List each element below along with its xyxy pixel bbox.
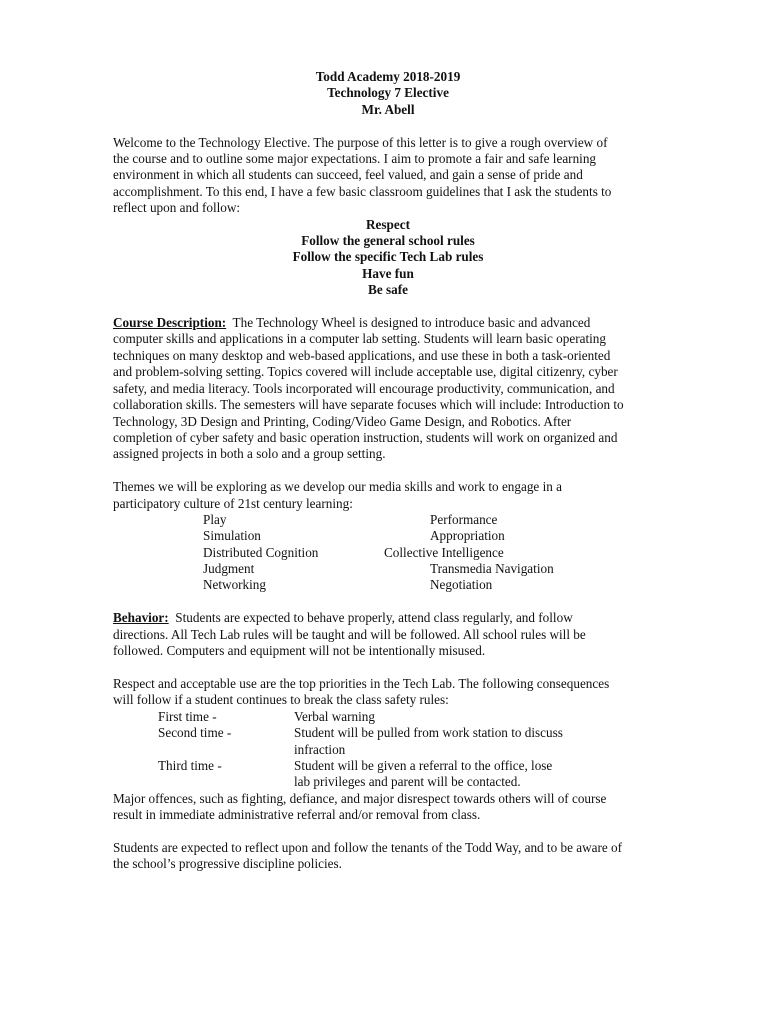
themes-table — [113, 512, 663, 594]
themes-row — [113, 577, 663, 593]
guideline-item: Have fun — [362, 265, 414, 281]
consequence-when: First time - — [158, 708, 217, 724]
course-title: Technology 7 Elective — [327, 85, 449, 101]
text-line: computer skills and applications in a computer lab setting. Students will learn basic operating — [113, 331, 606, 347]
text-line: Themes we will be exploring as we develop our media skills and work to engage in a — [113, 479, 562, 495]
text-line: the course and to outline some major expectations. I aim to promote a fair and safe learning — [113, 151, 597, 167]
consequence-when: Second time - — [158, 725, 232, 741]
course-description-heading: Course Description: — [113, 315, 227, 331]
text-line: infraction — [294, 741, 346, 757]
consequence-action — [294, 725, 594, 758]
consequence-row — [113, 725, 663, 758]
themes-section — [113, 479, 663, 594]
text-line: safety, and media literacy. Tools incorporated will encourage productivity, communication, and — [113, 380, 615, 396]
school-year-title: Todd Academy 2018-2019 — [315, 69, 461, 84]
guidelines-list — [113, 217, 663, 299]
text-line: result in immediate administrative referral and/or removal from class. — [113, 807, 481, 823]
text-line: environment in which all students can succeed, feel valued, and gain a sense of pride and — [113, 167, 583, 183]
text-line: followed. Computers and equipment will not be intentionally misused. — [113, 643, 486, 659]
text-line — [113, 315, 663, 331]
theme-item: Negotiation — [430, 577, 493, 593]
text-line: Major offences, such as fighting, defiance, and major disrespect towards others will of course — [113, 790, 607, 806]
theme-item: Simulation — [203, 528, 261, 544]
text-line: reflect upon and follow: — [113, 200, 241, 216]
text-line: techniques on many desktop and web-based applications, and use these in both a task-oriented — [113, 347, 611, 363]
text-line: directions. All Tech Lab rules will be taught and will be followed. All school rules will be — [113, 626, 586, 642]
behavior-first-line: Students are expected to behave properly, attend class regularly, and follow — [168, 610, 573, 626]
theme-item: Judgment — [203, 561, 255, 577]
consequences-section — [113, 676, 663, 824]
guideline-item: Follow the general school rules — [301, 233, 475, 249]
theme-item: Performance — [430, 511, 498, 527]
guideline-item: Be safe — [368, 282, 408, 298]
theme-item: Networking — [203, 577, 266, 593]
themes-row — [113, 561, 663, 577]
text-line: Respect and acceptable use are the top priorities in the Tech Lab. The following consequences — [113, 675, 610, 691]
text-line: the school’s progressive discipline policies. — [113, 856, 342, 872]
consequence-action — [294, 758, 594, 791]
text-line — [113, 610, 663, 626]
themes-row — [113, 545, 663, 561]
teacher-name: Mr. Abell — [361, 101, 415, 117]
course-description-section — [113, 315, 663, 463]
consequence-row — [113, 709, 663, 725]
text-line: Students are expected to reflect upon and follow the tenants of the Todd Way, and to be aware of — [113, 839, 622, 855]
text-line: participatory culture of 21st century learning: — [113, 495, 353, 511]
consequence-when: Third time - — [158, 757, 222, 773]
text-line: and problem-solving setting. Topics covered will include acceptable use, digital citizenry, cyber — [113, 364, 618, 380]
text-line: accomplishment. To this end, I have a few basic classroom guidelines that I ask the students to — [113, 183, 612, 199]
text-line: Welcome to the Technology Elective. The purpose of this letter is to give a rough overview of — [113, 134, 608, 150]
text-line: will follow if a student continues to break the class safety rules: — [113, 692, 449, 708]
theme-item: Transmedia Navigation — [430, 561, 554, 577]
consequence-row — [113, 758, 663, 791]
theme-item: Play — [203, 511, 227, 527]
theme-item: Collective Intelligence — [384, 544, 504, 560]
closing-paragraph — [113, 840, 663, 873]
welcome-paragraph — [113, 135, 663, 217]
behavior-heading: Behavior: — [113, 610, 169, 626]
theme-item: Appropriation — [430, 528, 505, 544]
letter-body — [113, 69, 663, 873]
behavior-section — [113, 610, 663, 659]
consequences-table — [113, 709, 663, 791]
text-line: Verbal warning — [294, 708, 375, 724]
guideline-item: Respect — [366, 216, 410, 232]
theme-item: Distributed Cognition — [203, 544, 319, 560]
text-line: Student will be pulled from work station to discuss — [294, 725, 563, 741]
course-description-first-line: The Technology Wheel is designed to introduce basic and advanced — [226, 315, 591, 331]
text-line: collaboration skills. The semesters will have separate focuses which will include: Introduction to — [113, 397, 624, 413]
text-line: lab privileges and parent will be contacted. — [294, 774, 521, 790]
themes-row — [113, 528, 663, 544]
text-line: completion of cyber safety and basic operation instruction, students will work on organized and — [113, 429, 618, 445]
text-line: Student will be given a referral to the office, lose — [294, 757, 553, 773]
text-line: Technology, 3D Design and Printing, Coding/Video Game Design, and Robotics. After — [113, 413, 572, 429]
consequence-action — [294, 709, 594, 725]
themes-row — [113, 512, 663, 528]
text-line: assigned projects in both a solo and a group setting. — [113, 446, 386, 462]
guideline-item: Follow the specific Tech Lab rules — [292, 249, 484, 265]
